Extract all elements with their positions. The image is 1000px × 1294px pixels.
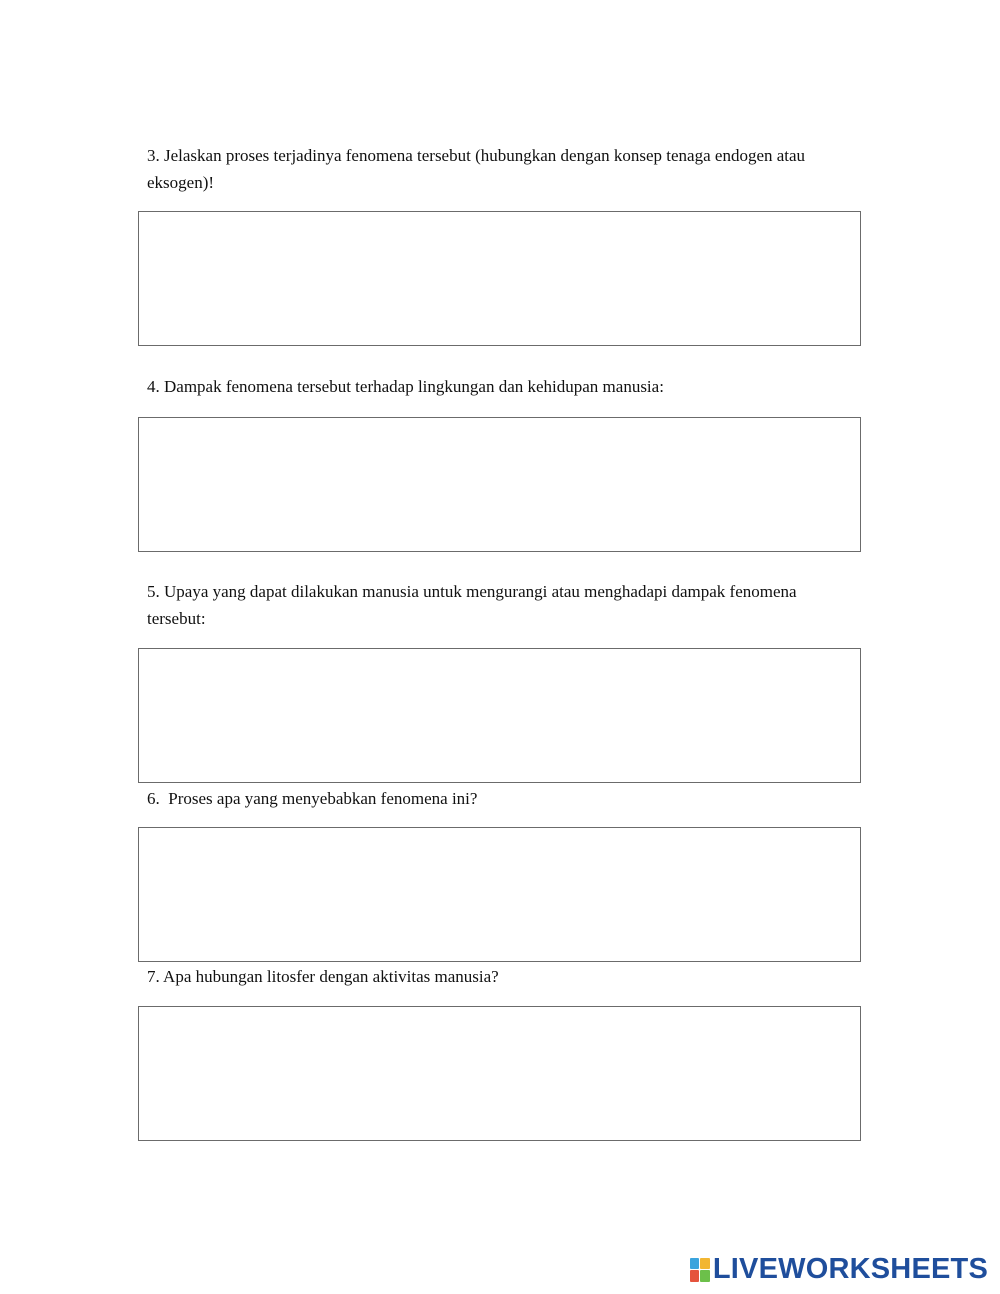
question-7-text: 7. Apa hubungan litosfer dengan aktivitas manusia? [147, 967, 499, 986]
answer-box-3[interactable] [138, 211, 861, 346]
answer-box-4[interactable] [138, 417, 861, 552]
question-4-text: 4. Dampak fenomena tersebut terhadap lingkungan dan kehidupan manusia: [147, 377, 664, 396]
liveworksheets-brand [690, 1255, 988, 1284]
question-3-text: 3. Jelaskan proses terjadinya fenomena tersebut (hubungkan dengan konsep tenaga endogen atau eksogen)! [147, 146, 810, 192]
answer-box-7[interactable] [138, 1006, 861, 1141]
answer-box-5[interactable] [138, 648, 861, 783]
brand-name: LIVEWORKSHEETS [712, 1253, 988, 1285]
liveworksheets-logo-icon [690, 1258, 710, 1282]
answer-box-6[interactable] [138, 827, 861, 962]
question-5-text: 5. Upaya yang dapat dilakukan manusia untuk mengurangi atau menghadapi dampak fenomena tersebut: [147, 582, 801, 628]
question-6-text: 6. Proses apa yang menyebabkan fenomena ini? [147, 789, 478, 808]
